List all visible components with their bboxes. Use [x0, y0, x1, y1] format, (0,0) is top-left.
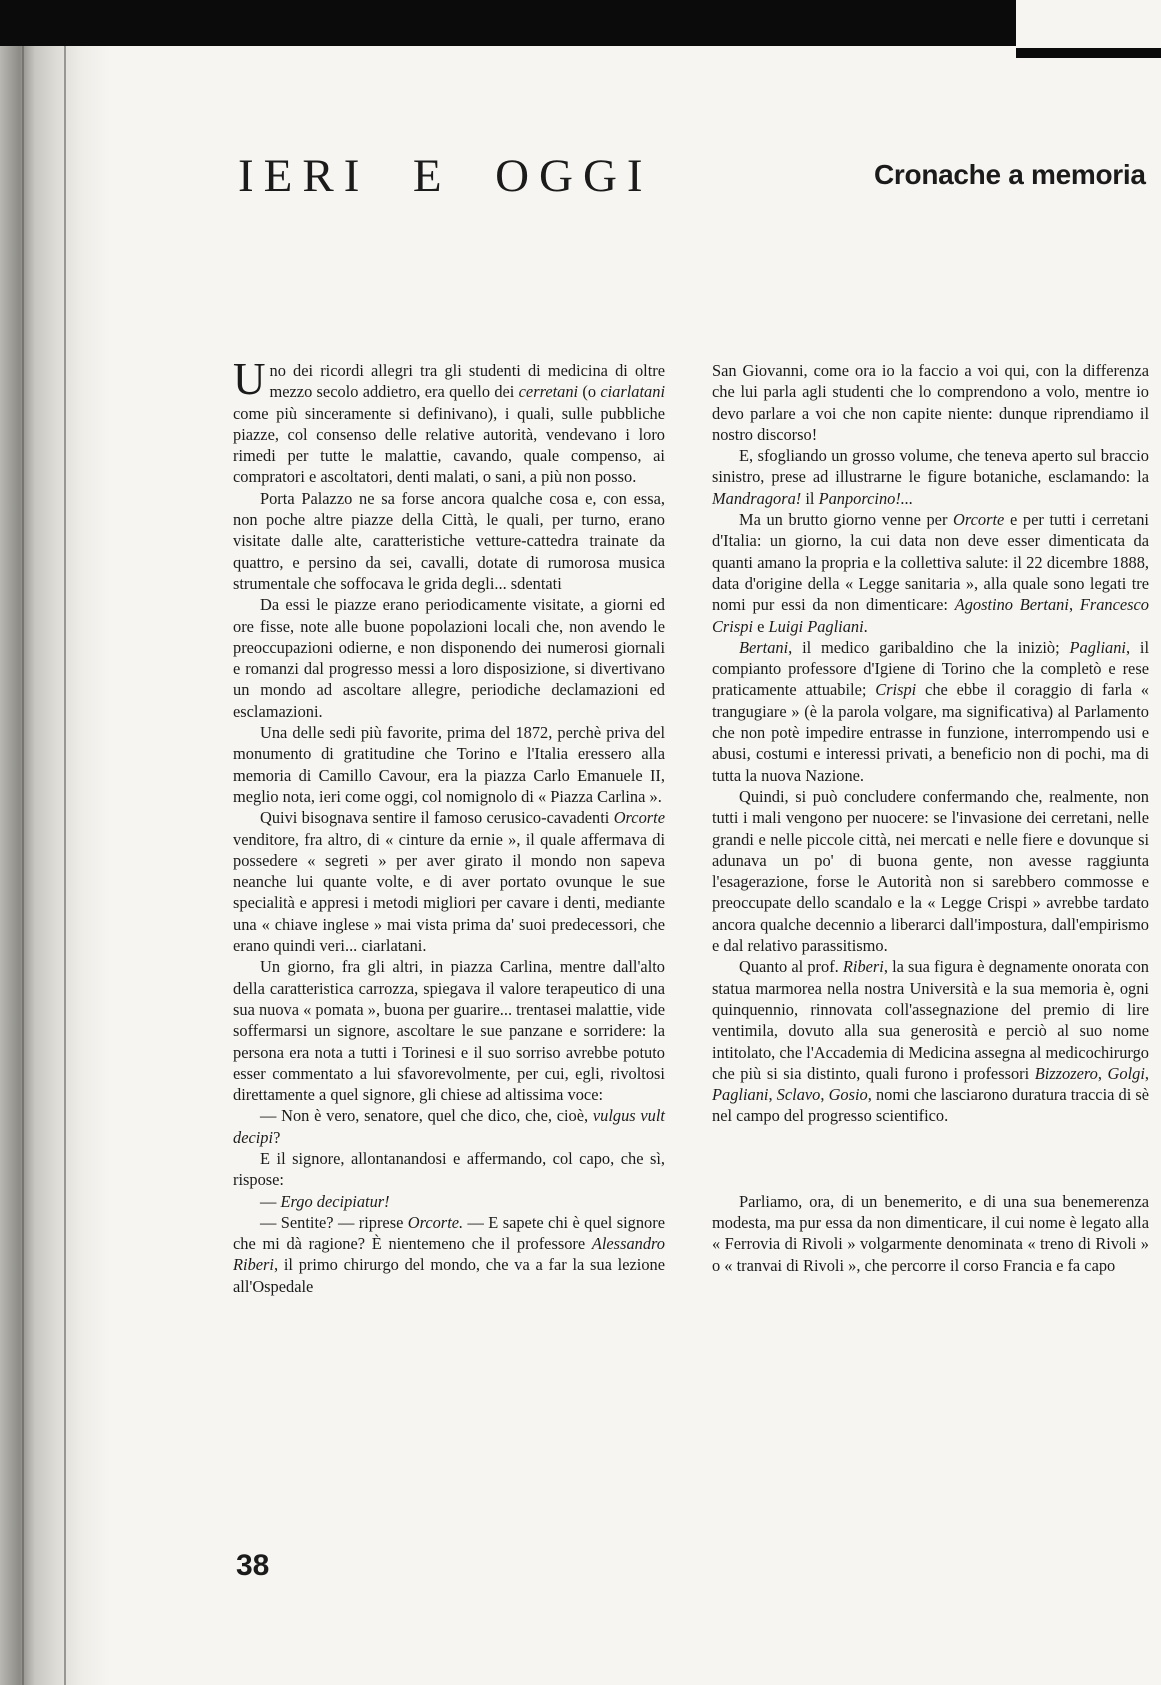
- article-column-right: [712, 360, 1149, 1276]
- paragraph: Quivi bisognava sentire il famoso cerusico-cavadenti Orcorte venditore, fra altro, di « cinture da ernie », il quale affermava di possedere « segreti » per aver girato il mondo non sapeva neanche lui quante volte, e di aver portato ovunque le sue specialità e appresi i metodi migliori per cavare i denti, mediante una « chiave inglese » mai vista prima da' suoi predecessori, che erano quindi veri... ciarlatani.: [233, 808, 665, 956]
- paragraph: San Giovanni, come ora io la faccio a voi qui, con la differenza che lui parla agli studenti che lo comprendono a volo, mentre io devo parlare a voi che non capite niente: dunque riprendiamo il nostro discorso!: [712, 361, 1149, 444]
- paragraph: Uno dei ricordi allegri tra gli studenti di medicina di oltre mezzo secolo addietro, era quello dei cerretani (o ciarlatani come più sinceramente si definivano), i quali, sulle pubbliche piazze, col consenso delle relative autorità, vendevano i loro rimedi per tutte le malattie, cavando, quale compenso, ai compratori e ascoltatori, denti malati, o sani, a più non posso.: [233, 354, 665, 487]
- paragraph: Bertani, il medico garibaldino che la iniziò; Pagliani, il compianto professore d'Igiene di Torino che la completò e rese praticamente attuabile; Crispi che ebbe il coraggio di farla « trangugiare » (è la parola volgare, ma significativa) al Parlamento che non potè impedire entrasse in funzione, interrompendo usi e abusi, costumi e interessi privati, a beneficio non di pochi, ma di tutta la nuova Nazione.: [712, 637, 1149, 785]
- paragraph: — Ergo decipiatur!: [260, 1191, 390, 1211]
- paragraph: Un giorno, fra gli altri, in piazza Carlina, mentre dall'alto della caratteristica carrozza, spiegava il valore terapeutico di una sua nuova « pomata », buona per guarire... trentasei malattie, vide soffermarsi un signore, ascoltare le sue panzane e sorridere: la persona era nota a tutti i Torinesi e il suo sorriso avrebbe potuto esser commentato a lui sfavorevolmente, per cui, egli, rivoltosi direttamente a quel signore, gli chiese ad altissima voce:: [233, 957, 665, 1105]
- paragraph: Porta Palazzo ne sa forse ancora qualche cosa e, con essa, non poche altre piazze della Città, le quali, per turno, erano visitate dalle alte, caratteristiche vetture-cattedra trainate da quattro, e persino da sei, cavalli, dotate di rumorosa musica strumentale che soffocava le grida degli... sdentati: [233, 488, 665, 593]
- paragraph: Parliamo, ora, di un benemerito, e di una sua benemerenza modesta, ma pur essa da non dimenticare, il cui nome è legato alla « Ferrovia di Rivoli » volgarmente denominata « treno di Rivoli » o « tranvai di Rivoli », che percorre il corso Francia e fa capo: [712, 1191, 1149, 1275]
- paragraph: E il signore, allontanandosi e affermando, col capo, che sì, rispose:: [233, 1148, 665, 1190]
- page-number: 38: [236, 1549, 270, 1582]
- top-black-band-tail: [1016, 48, 1161, 58]
- paragraph: — Non è vero, senatore, quel che dico, che, cioè, vulgus vult decipi?: [233, 1106, 665, 1147]
- scan-binding-line: [22, 46, 24, 1685]
- section-heading: Cronache a memoria: [874, 159, 1146, 190]
- paragraph: Una delle sedi più favorite, prima del 1872, perchè priva del monumento di gratitudine che Torino e l'Italia eressero alla memoria di Camillo Cavour, era la piazza Carlo Emanuele II, meglio nota, ieri come oggi, col nomignolo di « Piazza Carlina ».: [233, 723, 665, 806]
- paragraph: E, sfogliando un grosso volume, che teneva aperto sul braccio sinistro, prese ad illustrarne le figure botaniche, esclamando: la Mandragora! il Panporcino!...: [712, 446, 1149, 508]
- paragraph: — Sentite? — riprese Orcorte. — E sapete chi è quel signore che mi dà ragione? È nientemeno che il professore Alessandro Riberi, il primo chirurgo del mondo, che va a far la sua lezione all'Ospedale: [233, 1212, 665, 1296]
- scan-binding-shadow: [0, 46, 110, 1685]
- paragraph: Ma un brutto giorno venne per Orcorte e per tutti i cerretani d'Italia: un giorno, la cui data non deve esser dimenticata da quanti amano la propria e la collettiva salute: il 22 dicembre 1888, data d'origine della « Legge sanitaria », alla quale sono legati tre nomi pur essi da non dimenticare: Agostino Bertani, Francesco Crispi e Luigi Pagliani.: [712, 510, 1149, 636]
- scan-binding-line: [64, 46, 66, 1685]
- paragraph: Quindi, si può concludere confermando che, realmente, non tutti i mali vengono per nuocere: se l'invasione dei cerretani, nelle grandi e nelle piccole città, nei mercati e nelle fiere e dovunque si adunava un po' di buona gente, non avesse raggiunta l'esagerazione, forse le Autorità non si sarebbero commosse e preoccupate dello scandalo e la « Legge Crispi » avrebbe tardato ancora qualche decennio a liberarci dall'impostura, dall'empirismo e dal relativo parassitismo.: [712, 786, 1149, 956]
- paragraph: Quanto al prof. Riberi, la sua figura è degnamente onorata con statua marmorea nella nostra Università e la sua memoria è, ogni quinquennio, rinnovata coll'assegnazione del premio di lire ventimila, dovuto alla sua generosità e perciò al suo nome intitolato, che l'Accademia di Medicina assegna al medicochirurgo che più si sia distinto, quali furono i professori Bizzozero, Golgi, Pagliani, Sclavo, Gosio, nomi che lasciarono duratura traccia di sè nel campo del progresso scientifico.: [712, 957, 1149, 1126]
- article-column-left: [233, 354, 665, 1297]
- top-black-band: [0, 0, 1016, 46]
- page-title: IERI E OGGI: [238, 150, 653, 202]
- drop-cap: U: [233, 354, 266, 404]
- paragraph: Da essi le piazze erano periodicamente visitate, a giorni ed ore fisse, note alle buone popolazioni locali che, non avendo le preoccupazioni odierne, e non disponendo dei numerosi giornali e romanzi dal progresso messi a loro disposizione, si divertivano un mondo ad ascoltare allegre, periodiche declamazioni ed esclamazioni.: [233, 595, 665, 721]
